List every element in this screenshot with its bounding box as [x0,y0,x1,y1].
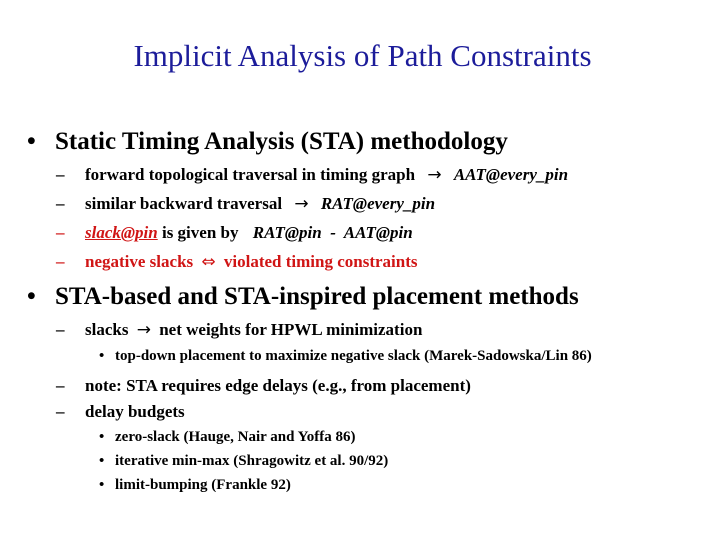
bullet-marker: • [99,429,105,445]
subitem-text: delay budgets [85,402,185,421]
subitem-text: similar backward traversal [85,194,283,213]
subsubitem-text: zero-slack (Hauge, Nair and Yoffa 86) [115,429,356,445]
subitem-lhs: negative slacks [85,252,194,271]
dash-marker: – [56,165,65,184]
bullet-sta-placement [27,283,579,311]
double-arrow-icon: ⇔ [201,252,216,272]
subitem-text: forward topological traversal in timing graph [85,165,416,184]
bullet-text: STA-based and STA-inspired placement methods [55,283,579,310]
dash-marker: – [56,252,65,271]
bullet-marker: • [27,283,36,310]
slack-formula: RAT@pin - AAT@pin [252,223,413,242]
subsubitem-iterative-min-max [99,453,388,470]
slide-title: Implicit Analysis of Path Constraints [133,38,592,73]
subitem-lhs: slacks [85,320,129,339]
subitem-negative-slacks [56,252,418,272]
subsubitem-text: top-down placement to maximize negative slack (Marek-Sadowska/Lin 86) [115,348,592,364]
subsubitem-limit-bumping [99,477,291,494]
subitem-backward-traversal [56,194,435,214]
dash-marker: – [56,376,65,395]
subitem-delay-budgets [56,402,185,422]
bullet-sta-methodology [27,128,508,156]
right-arrow-icon: → [136,320,151,340]
right-arrow-icon: → [294,194,309,214]
dash-marker: – [56,223,65,242]
bullet-marker: • [99,453,105,469]
subitem-result: AAT@every_pin [453,165,569,184]
bullet-text: Static Timing Analysis (STA) methodology [55,128,508,155]
subsubitem-top-down-placement [99,348,592,365]
subitem-sta-edge-delays [56,376,471,396]
dash-marker: – [56,194,65,213]
bullet-marker: • [99,477,105,493]
bullet-marker: • [99,348,105,364]
bullet-marker: • [27,128,36,155]
right-arrow-icon: → [427,165,442,185]
subitem-slack-definition [56,223,413,243]
slack-term: slack@pin [85,223,158,242]
subitem-text: is given by [161,223,239,242]
subitem-slacks-net-weights [56,320,422,340]
subsubitem-zero-slack [99,429,356,446]
dash-marker: – [56,402,65,421]
subsubitem-text: iterative min-max (Shragowitz et al. 90/92) [115,453,389,469]
subitem-rhs: violated timing constraints [223,252,418,271]
subitem-rhs: net weights for HPWL minimization [159,320,423,339]
dash-marker: – [56,320,65,339]
subitem-text: note: STA requires edge delays (e.g., from placement) [85,376,471,395]
subitem-forward-traversal [56,165,568,185]
subitem-result: RAT@every_pin [320,194,436,213]
subsubitem-text: limit-bumping (Frankle 92) [115,477,291,493]
